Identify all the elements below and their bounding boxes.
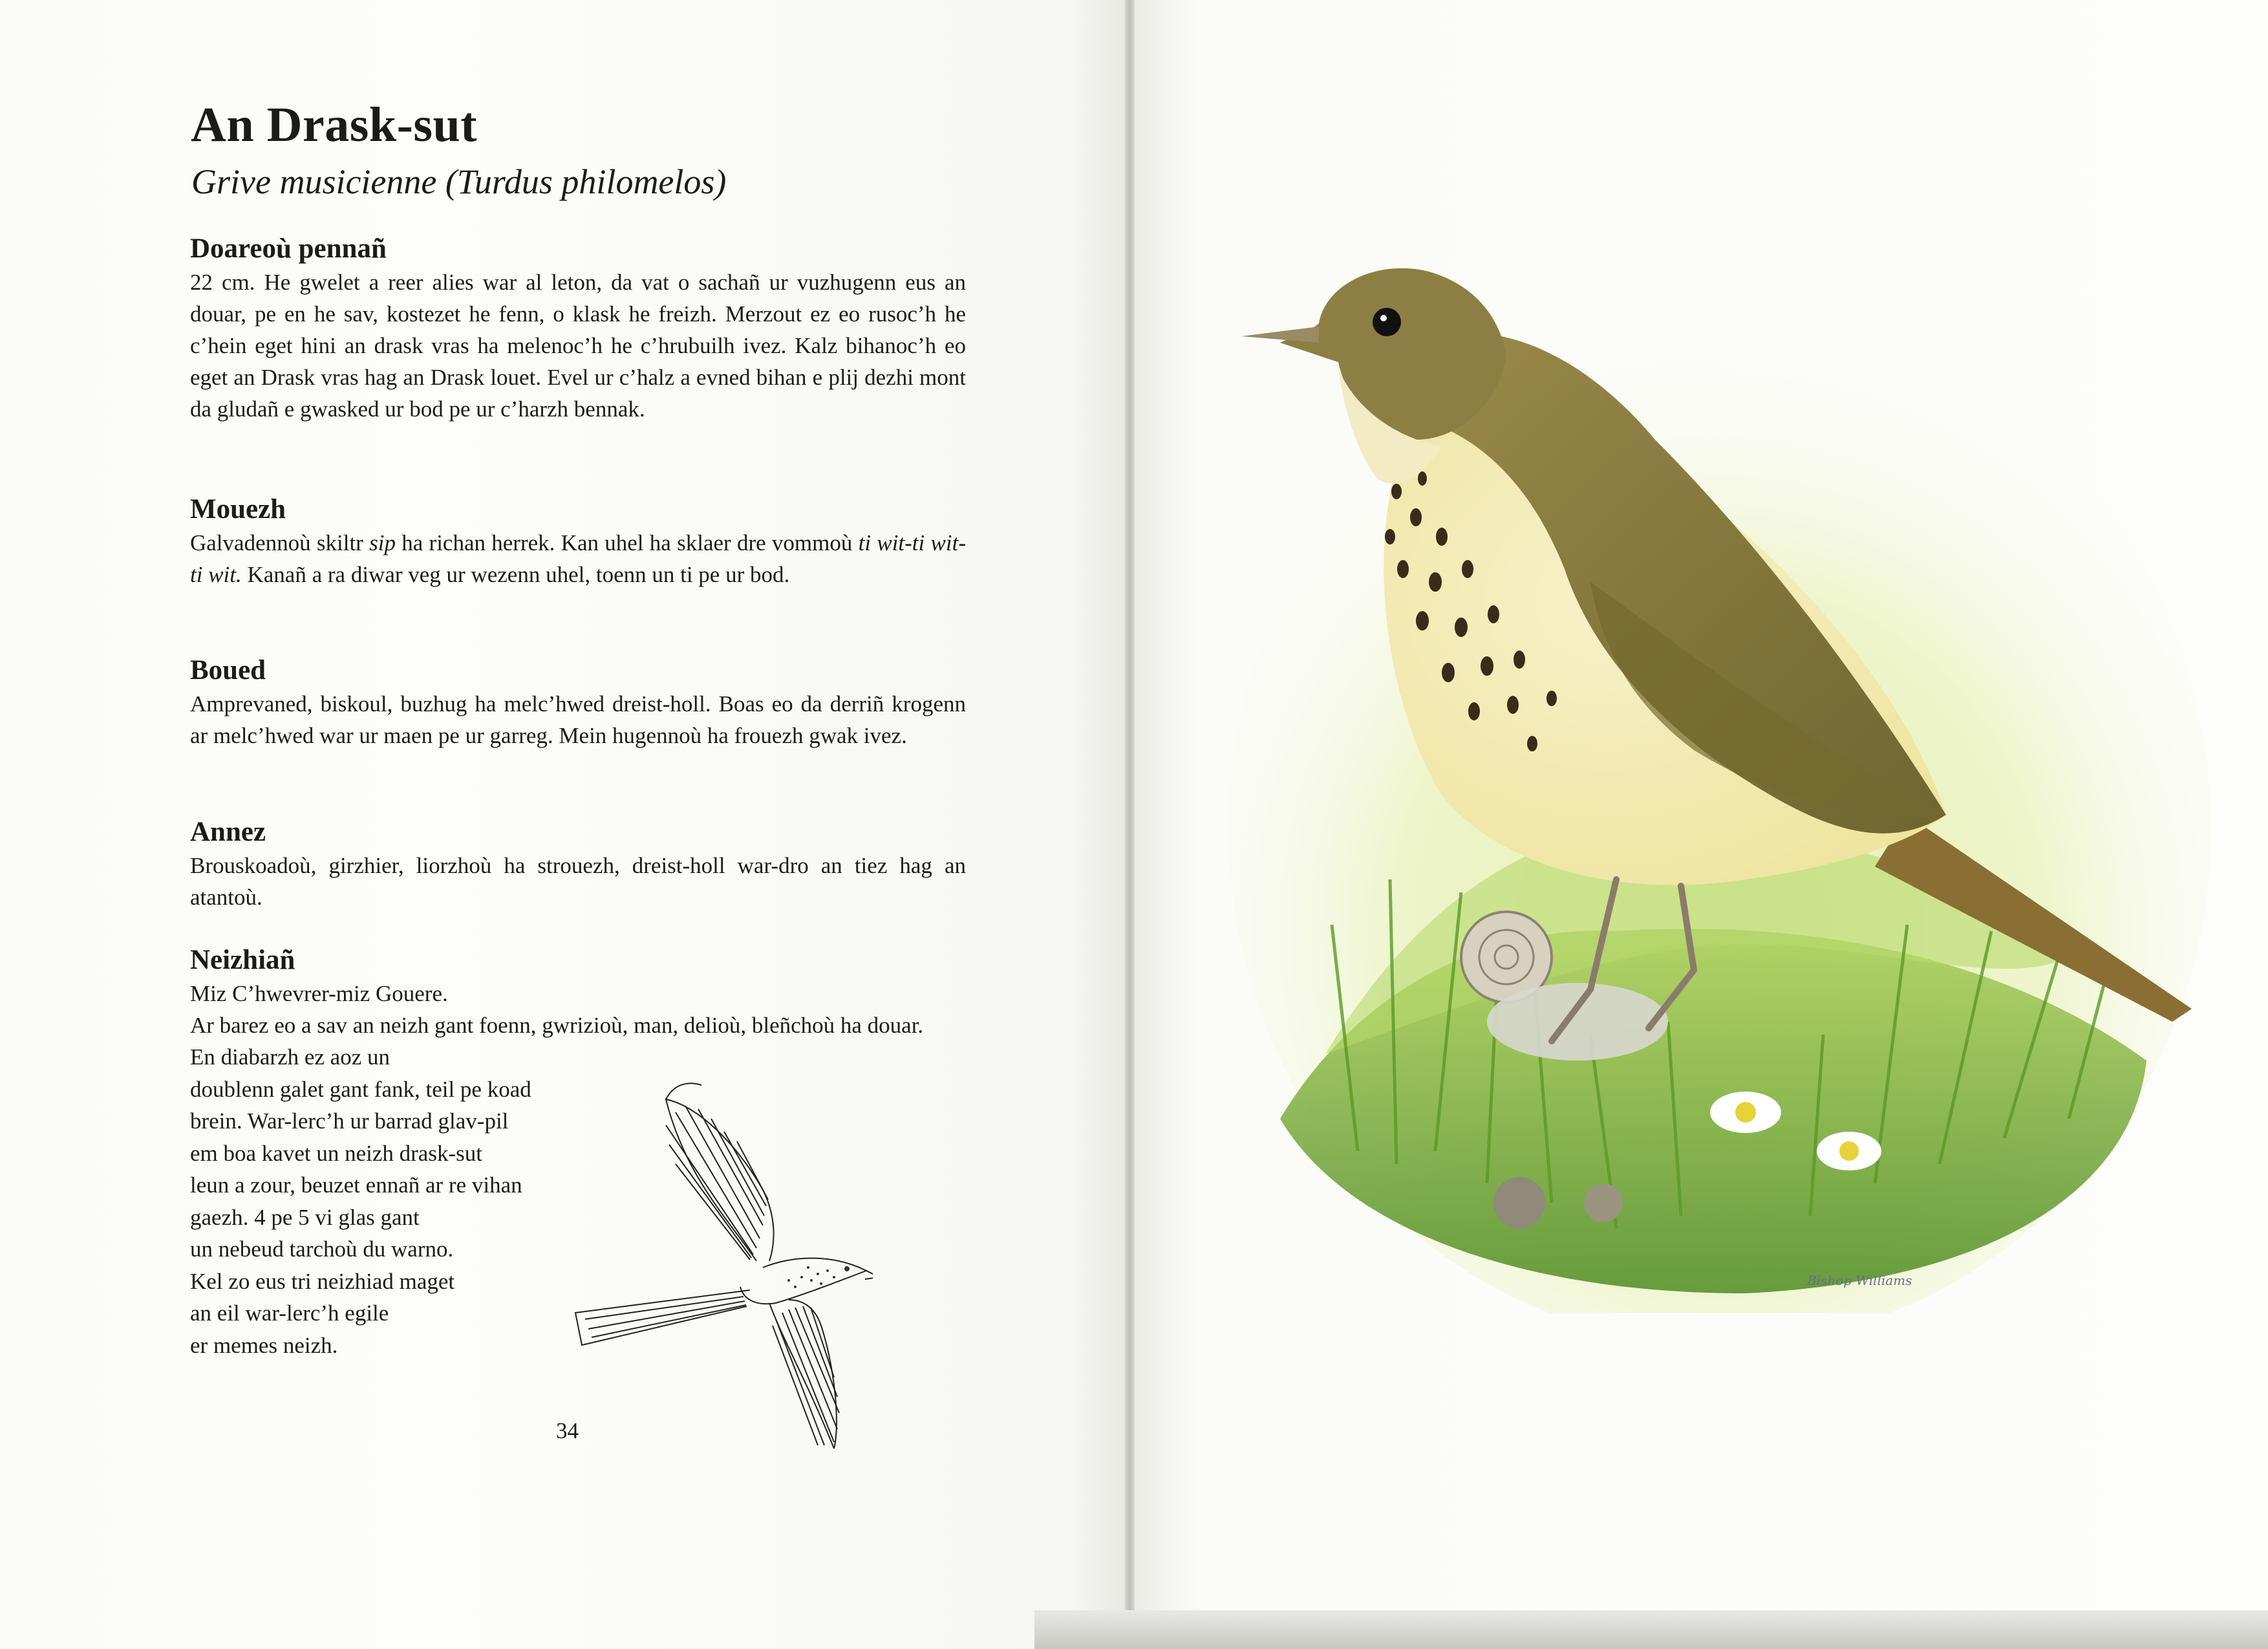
section-text: 22 cm. He gwelet a reer alies war al leton, da vat o sachañ ur vuzhugenn eus an douar, pe en he sav, kostezet he fenn, o klask he freizh. Merzout ez eo rusoc’h he c’hein eget hini an drask vras ha melenoc’h he c’hrubuilh ivez. Kalz bihanoc’h eo eget an Drask vras hag an Drask louet. Evel ur c’halz a evned bihan e plij dezhi mont da gludañ e gwasked ur bod pe ur c’harzh bennak. (190, 270, 966, 422)
text-line: leun a zour, beuzet ennañ ar re vihan (190, 1172, 522, 1198)
section-text: Amprevaned, biskoul, buzhug ha melc’hwed dreist-holl. Boas eo da derriñ krogenn ar melc’hwed war ur maen pe ur garreg. Mein hugennoù ha frouezh gwak ivez. (190, 691, 966, 748)
text-line: gaezh. 4 pe 5 vi glas gant (190, 1204, 420, 1230)
section-text: Ar barez eo a sav an neizh gant foenn, gwrizioù, man, delioù, bleñchoù ha douar. (190, 1013, 924, 1038)
section-heading: Neizhiañ (190, 945, 295, 975)
text-line: an eil war-lerc’h egile (190, 1300, 389, 1326)
section-heading: Doareoù pennañ (190, 233, 387, 264)
book-binding-edge (1034, 1610, 2268, 1649)
text-line: Kel zo eus tri neizhiad maget (190, 1268, 455, 1294)
section-heading: Annez (190, 817, 266, 847)
section-text: Brouskoadoù, girzhier, liorzhoù ha strouezh, dreist-holl war-dro an tiez hag an atantoù. (190, 853, 966, 910)
text-line: brein. War-lerc’h ur barrad glav-pil (190, 1108, 509, 1134)
book-gutter (1125, 0, 1135, 1649)
text-line: er memes neizh. (190, 1332, 338, 1358)
section-heading: Boued (190, 655, 266, 685)
text-line: un nebeud tarchoù du warno. (190, 1236, 454, 1262)
page-title: An Drask-sut (191, 98, 478, 152)
section-text: Miz C’hwevrer-miz Gouere. (190, 981, 448, 1006)
page-number: 34 (556, 1418, 579, 1443)
section-heading: Mouezh (190, 494, 286, 524)
section-text (190, 527, 966, 590)
section-habitat (190, 816, 966, 913)
text-run: Galvadennoù skiltr (190, 530, 370, 555)
text-run-italic: sip (369, 530, 396, 555)
song-thrush-painting (1228, 246, 2211, 1313)
page-subtitle: Grive musicienne (Turdus philomelos) (191, 162, 727, 201)
text-line: En diabarzh ez aoz un (190, 1044, 390, 1070)
section-description (190, 233, 966, 425)
text-run: ha richan herrek. Kan uhel ha sklaer dre vommoù (395, 530, 859, 555)
text-run-italic: ti wit-ti wit-ti wit. (190, 530, 966, 587)
artist-signature: Bishop Williams (1807, 1273, 1912, 1288)
text-line: em boa kavet un neizh drask-sut (190, 1140, 482, 1166)
text-line: doublenn galet gant fank, teil pe koad (190, 1076, 531, 1102)
flying-thrush-sketch (562, 1061, 873, 1449)
section-food (190, 654, 966, 751)
section-voice (190, 493, 966, 590)
text-run: Kanañ a ra diwar veg ur wezenn uhel, toenn un ti pe ur bod. (241, 562, 790, 587)
